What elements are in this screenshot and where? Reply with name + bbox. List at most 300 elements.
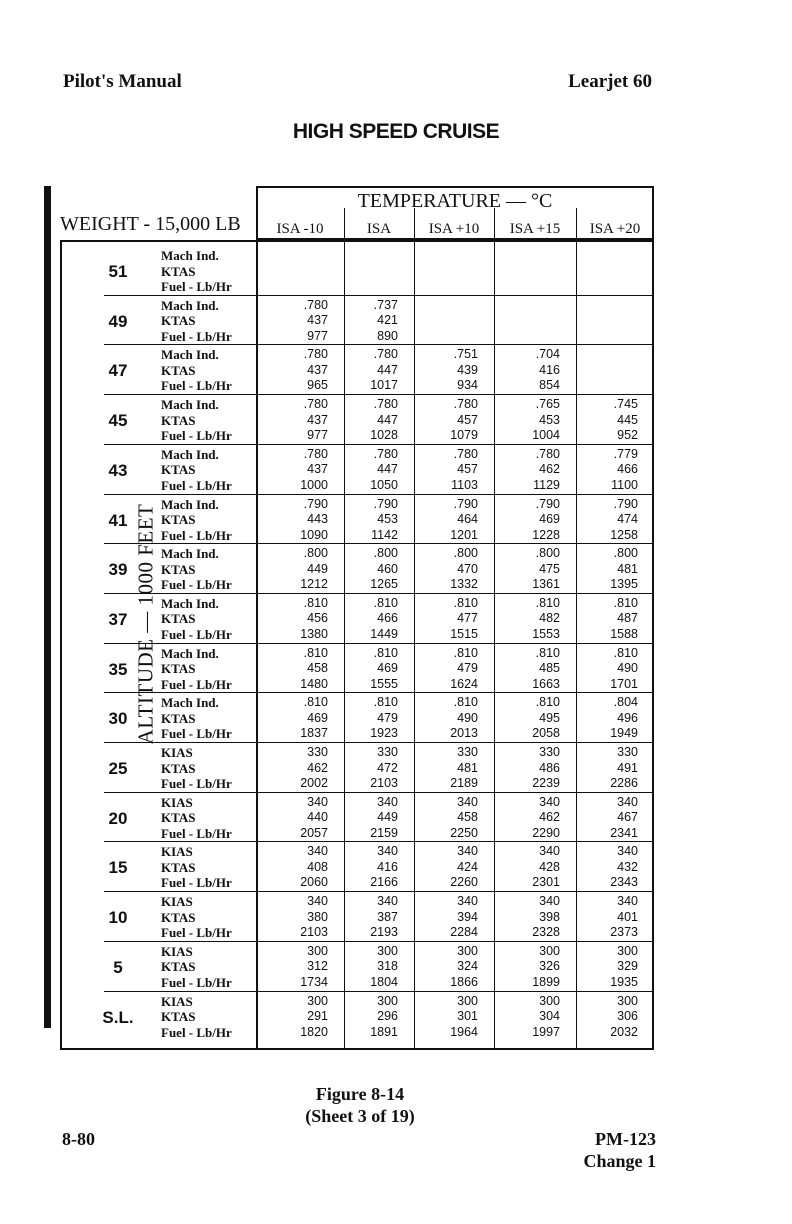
table-cell: .780 — [303, 297, 328, 312]
table-cell: .810 — [303, 645, 328, 660]
table-cell: .790 — [535, 496, 560, 511]
table-cell: 2286 — [610, 776, 638, 790]
table-cell: 449 — [307, 561, 328, 576]
table-cell: 2343 — [610, 875, 638, 890]
table-cell: 464 — [457, 512, 478, 526]
table-cell: 462 — [307, 760, 328, 775]
table-cell: 296 — [377, 1009, 398, 1023]
header-manual-title: Pilot's Manual — [63, 71, 182, 92]
table-cell: 1129 — [533, 477, 560, 492]
table-cell: .704 — [535, 347, 560, 362]
parameter-label: Fuel - Lb/Hr — [161, 825, 232, 841]
table-cell: 934 — [457, 378, 478, 393]
table-cell: 1663 — [532, 676, 560, 691]
table-cell: 1004 — [532, 428, 560, 443]
table-cell: .745 — [613, 397, 638, 412]
table-cell: 2103 — [370, 776, 398, 790]
table-cell: 1361 — [532, 577, 560, 592]
table-cell: 460 — [377, 561, 398, 576]
parameter-label: Mach Ind. — [161, 446, 219, 462]
table-cell: 380 — [307, 909, 328, 924]
parameter-label: Fuel - Lb/Hr — [161, 974, 232, 990]
parameter-label: Mach Ind. — [161, 546, 219, 562]
altitude-value: 45 — [108, 411, 128, 431]
table-cell: 469 — [539, 512, 560, 526]
table-cell: 1837 — [300, 726, 328, 741]
table-cell: 1258 — [610, 527, 638, 542]
table-cell: 1964 — [450, 1024, 478, 1039]
table-cell: 1588 — [610, 626, 638, 641]
table-cell: 467 — [617, 810, 638, 825]
table-cell: 486 — [539, 760, 560, 775]
table-cell: 490 — [457, 710, 478, 725]
table-cell: 469 — [377, 661, 398, 676]
column-header: ISA +10 — [428, 221, 480, 237]
table-cell: 470 — [457, 561, 478, 576]
table-cell: 477 — [457, 611, 478, 626]
weight-label: WEIGHT - 15,000 LB — [60, 213, 241, 235]
table-cell: 965 — [307, 378, 328, 393]
row-divider — [104, 941, 654, 942]
table-cell: 977 — [307, 328, 328, 343]
table-cell: .810 — [613, 595, 638, 610]
parameter-label: Mach Ind. — [161, 695, 219, 711]
table-cell: .810 — [303, 695, 328, 710]
parameter-label: Fuel - Lb/Hr — [161, 726, 232, 742]
table-cell: .810 — [373, 695, 398, 710]
table-cell: .780 — [453, 446, 478, 461]
table-cell: 439 — [457, 362, 478, 377]
row-divider — [104, 494, 654, 495]
parameter-label: Fuel - Lb/Hr — [161, 577, 232, 593]
table-cell: 1265 — [370, 577, 398, 592]
row-divider — [104, 643, 654, 644]
table-cell: 469 — [307, 710, 328, 725]
table-cell: 301 — [457, 1009, 478, 1023]
table-cell: 428 — [539, 859, 560, 874]
table-cell: 300 — [377, 993, 398, 1008]
altitude-value: 25 — [108, 759, 128, 778]
parameter-label: Mach Ind. — [161, 645, 219, 661]
table-cell: 482 — [539, 611, 560, 626]
table-cell: 479 — [377, 710, 398, 725]
table-cell: 340 — [617, 844, 638, 859]
table-cell: 449 — [377, 810, 398, 825]
table-cell: 1380 — [300, 626, 328, 641]
altitude-value: 51 — [108, 262, 128, 281]
page-title: HIGH SPEED CRUISE — [292, 120, 500, 143]
table-cell: 1555 — [370, 676, 398, 691]
column-divider — [414, 208, 415, 1050]
table-cell: .800 — [373, 546, 398, 561]
table-cell: 1866 — [450, 974, 478, 989]
temperature-title: TEMPERATURE — °C — [357, 190, 553, 212]
table-cell: .810 — [535, 595, 560, 610]
row-divider — [104, 792, 654, 793]
figure-sheet: (Sheet 3 of 19) — [305, 1106, 415, 1126]
table-cell: 416 — [377, 859, 398, 874]
table-cell: 424 — [457, 859, 478, 874]
table-cell: 2013 — [450, 726, 478, 741]
table-cell: .810 — [453, 595, 478, 610]
parameter-label: Fuel - Lb/Hr — [161, 776, 232, 791]
table-cell: 340 — [617, 894, 638, 909]
table-cell: 326 — [539, 959, 560, 974]
table-cell: 394 — [457, 909, 478, 924]
table-cell: 890 — [377, 328, 398, 343]
row-divider — [104, 394, 654, 395]
table-cell: 462 — [539, 810, 560, 825]
table-cell: 437 — [307, 362, 328, 377]
column-divider — [344, 208, 345, 1050]
parameter-label: KTAS — [161, 512, 196, 527]
table-cell: 340 — [307, 844, 328, 859]
table-cell: 474 — [617, 512, 638, 526]
table-cell: 2284 — [450, 925, 478, 940]
table-cell: 318 — [377, 959, 398, 974]
table-cell: 440 — [307, 810, 328, 825]
table-cell: 300 — [539, 993, 560, 1008]
table-cell: .800 — [613, 546, 638, 561]
parameter-label: Fuel - Lb/Hr — [161, 428, 232, 444]
altitude-axis-label: ALTITUDE — 1000 FEET — [133, 503, 158, 745]
table-cell: 1923 — [370, 726, 398, 741]
parameter-label: KTAS — [161, 1009, 196, 1024]
table-cell: 1100 — [611, 477, 638, 492]
table-cell: 340 — [539, 794, 560, 809]
table-cell: 330 — [307, 745, 328, 759]
table-cell: 1079 — [450, 428, 478, 443]
table-cell: 458 — [307, 661, 328, 676]
parameter-label: KTAS — [161, 263, 196, 279]
parameter-label: Mach Ind. — [161, 595, 219, 611]
parameter-label: KIAS — [161, 794, 193, 810]
parameter-label: Mach Ind. — [161, 496, 219, 512]
table-cell: 2060 — [300, 875, 328, 890]
table-cell: 1449 — [370, 626, 398, 641]
table-cell: 1624 — [450, 676, 478, 691]
table-cell: 481 — [457, 760, 478, 775]
table-cell: 398 — [539, 909, 560, 924]
table-cell: 300 — [617, 993, 638, 1008]
altitude-value: 43 — [108, 460, 128, 480]
table-cell: 1395 — [610, 577, 638, 592]
altitude-value: 20 — [108, 808, 128, 828]
table-cell: 340 — [457, 894, 478, 909]
table-cell: 453 — [539, 412, 560, 427]
parameter-label: Fuel - Lb/Hr — [161, 925, 232, 941]
altitude-value: 30 — [108, 709, 128, 729]
table-cell: 1891 — [370, 1024, 398, 1039]
table-cell: 416 — [539, 362, 560, 377]
parameter-label: Fuel - Lb/Hr — [161, 676, 232, 692]
table-cell: 447 — [377, 362, 398, 377]
table-cell: 437 — [307, 412, 328, 427]
table-cell: .779 — [613, 446, 638, 461]
table-cell: 312 — [307, 959, 328, 974]
altitude-value: 37 — [108, 609, 128, 629]
table-cell: 1090 — [300, 527, 328, 542]
table-cell: .810 — [373, 645, 398, 660]
table-cell: 1201 — [450, 527, 478, 542]
table-cell: 1701 — [610, 676, 638, 691]
column-header: ISA +15 — [509, 221, 561, 237]
parameter-label: Fuel - Lb/Hr — [161, 279, 232, 294]
row-divider — [104, 543, 654, 544]
parameter-label: Fuel - Lb/Hr — [161, 527, 232, 543]
table-cell: 952 — [617, 428, 638, 443]
table-cell: .810 — [303, 595, 328, 610]
table-cell: 1332 — [450, 577, 478, 592]
document-number: PM-123 — [595, 1129, 656, 1149]
parameter-label: Mach Ind. — [161, 248, 219, 263]
table-cell: 330 — [617, 745, 638, 759]
table-cell: 475 — [539, 561, 560, 576]
altitude-value: 35 — [108, 659, 128, 679]
parameter-label: KTAS — [161, 710, 196, 726]
table-cell: 456 — [307, 611, 328, 626]
table-cell: 340 — [377, 794, 398, 809]
table-cell: 457 — [457, 462, 478, 477]
parameter-label: KTAS — [161, 362, 196, 378]
table-cell: 2290 — [532, 825, 560, 840]
column-header: ISA — [366, 221, 392, 237]
table-cell: .751 — [453, 347, 478, 362]
parameter-label: KIAS — [161, 844, 193, 860]
table-cell: 387 — [377, 909, 398, 924]
table-cell: 340 — [377, 894, 398, 909]
parameter-label: Mach Ind. — [161, 397, 219, 413]
altitude-value: 39 — [108, 560, 128, 580]
table-cell: .810 — [453, 645, 478, 660]
table-cell: 340 — [539, 894, 560, 909]
table-cell: 1899 — [532, 974, 560, 989]
table-cell: 2301 — [532, 875, 560, 890]
table-cell: 1028 — [370, 428, 398, 443]
table-cell: 340 — [377, 844, 398, 859]
table-cell: 437 — [307, 462, 328, 477]
table-cell: 300 — [457, 943, 478, 958]
table-cell: .780 — [303, 397, 328, 412]
table-cell: 2103 — [300, 925, 328, 940]
table-cell: 291 — [307, 1009, 328, 1023]
table-cell: 340 — [457, 794, 478, 809]
row-divider — [104, 444, 654, 445]
figure-caption: Figure 8-14 — [315, 1084, 405, 1104]
table-cell: 324 — [457, 959, 478, 974]
table-cell: 329 — [617, 959, 638, 974]
table-cell: 481 — [617, 561, 638, 576]
parameter-label: Fuel - Lb/Hr — [161, 378, 232, 394]
altitude-value: 41 — [108, 510, 128, 530]
table-cell: .780 — [303, 446, 328, 461]
table-cell: 485 — [539, 661, 560, 676]
parameter-label: KTAS — [161, 561, 196, 577]
parameter-label: KTAS — [161, 412, 196, 428]
column-divider — [256, 240, 258, 1050]
table-cell: 1997 — [532, 1024, 560, 1039]
table-cell: 458 — [457, 810, 478, 825]
parameter-label: Fuel - Lb/Hr — [161, 626, 232, 642]
parameter-label: KIAS — [161, 993, 193, 1009]
table-cell: .810 — [613, 645, 638, 660]
parameter-label: KTAS — [161, 909, 196, 925]
table-cell: 445 — [617, 412, 638, 427]
table-cell: 2159 — [370, 825, 398, 840]
table-cell: 1949 — [610, 726, 638, 741]
table-cell: 340 — [617, 794, 638, 809]
column-header: ISA -10 — [276, 221, 324, 237]
table-cell: 1000 — [300, 477, 328, 492]
table-cell: 1820 — [300, 1024, 328, 1039]
parameter-label: KTAS — [161, 661, 196, 677]
table-cell: 466 — [377, 611, 398, 626]
parameter-label: KTAS — [161, 959, 196, 975]
row-divider — [104, 344, 654, 345]
parameter-label: Fuel - Lb/Hr — [161, 875, 232, 891]
parameter-label: KIAS — [161, 745, 193, 760]
parameter-label: Mach Ind. — [161, 297, 219, 313]
table-cell: 300 — [539, 943, 560, 958]
table-cell: 2328 — [532, 925, 560, 940]
parameter-label: KTAS — [161, 611, 196, 627]
change-bar — [44, 186, 51, 1028]
table-cell: .780 — [453, 397, 478, 412]
table-cell: 1515 — [450, 626, 478, 641]
table-cell: 300 — [457, 993, 478, 1008]
table-cell: 2373 — [610, 925, 638, 940]
table-cell: 300 — [377, 943, 398, 958]
table-cell: 1050 — [370, 477, 398, 492]
table-cell: .790 — [303, 496, 328, 511]
table-cell: 490 — [617, 661, 638, 676]
row-divider — [104, 891, 654, 892]
table-cell: 300 — [307, 993, 328, 1008]
table-cell: 2058 — [532, 726, 560, 741]
table-cell: 401 — [617, 909, 638, 924]
parameter-label: KTAS — [161, 810, 196, 826]
parameter-label: Fuel - Lb/Hr — [161, 1024, 232, 1040]
table-cell: 487 — [617, 611, 638, 626]
table-cell: 2341 — [610, 825, 638, 840]
parameter-label: KTAS — [161, 462, 196, 478]
table-cell: .800 — [453, 546, 478, 561]
table-cell: 330 — [377, 745, 398, 759]
table-cell: 2250 — [450, 825, 478, 840]
table-cell: .780 — [535, 446, 560, 461]
table-cell: .800 — [303, 546, 328, 561]
table-cell: .810 — [535, 695, 560, 710]
table-cell: 1228 — [532, 527, 560, 542]
table-cell: 1480 — [300, 676, 328, 691]
altitude-value: 10 — [108, 908, 128, 928]
table-cell: .780 — [373, 397, 398, 412]
header-aircraft: Learjet 60 — [568, 71, 652, 92]
table-cell: 340 — [307, 794, 328, 809]
table-cell: 447 — [377, 412, 398, 427]
column-header: ISA +20 — [589, 221, 641, 237]
parameter-label: Mach Ind. — [161, 347, 219, 363]
table-cell: 340 — [307, 894, 328, 909]
table-cell: 2166 — [370, 875, 398, 890]
row-divider — [104, 593, 654, 594]
table-cell: 466 — [617, 462, 638, 477]
table-cell: .804 — [613, 695, 638, 710]
table-cell: 306 — [617, 1009, 638, 1023]
table-cell: 479 — [457, 661, 478, 676]
table-cell: 495 — [539, 710, 560, 725]
page-number: 8-80 — [62, 1129, 95, 1149]
table-cell: 472 — [377, 760, 398, 775]
parameter-label: KTAS — [161, 859, 196, 875]
column-divider — [494, 208, 495, 1050]
table-cell: 453 — [377, 512, 398, 526]
table-cell: 340 — [457, 844, 478, 859]
table-cell: .790 — [613, 496, 638, 511]
table-cell: .800 — [535, 546, 560, 561]
table-cell: 443 — [307, 512, 328, 526]
table-cell: 2057 — [300, 825, 328, 840]
table-cell: 1804 — [370, 974, 398, 989]
table-cell: 1734 — [300, 974, 328, 989]
row-divider — [104, 742, 654, 743]
parameter-label: Fuel - Lb/Hr — [161, 477, 232, 493]
table-cell: 977 — [307, 428, 328, 443]
table-cell: 1142 — [371, 527, 398, 542]
table-cell: .780 — [373, 446, 398, 461]
table-cell: 1212 — [300, 577, 328, 592]
table-cell: 457 — [457, 412, 478, 427]
table-cell: .810 — [535, 645, 560, 660]
table-cell: 330 — [539, 745, 560, 759]
altitude-value: 15 — [108, 858, 128, 878]
table-cell: .810 — [453, 695, 478, 710]
table-cell: 491 — [617, 760, 638, 775]
altitude-value: S.L. — [102, 1007, 134, 1027]
parameter-label: KTAS — [161, 760, 196, 776]
table-cell: 340 — [539, 844, 560, 859]
table-cell: 421 — [377, 313, 398, 328]
row-divider — [104, 991, 654, 992]
table-cell: 408 — [307, 859, 328, 874]
table-cell: .790 — [453, 496, 478, 511]
parameter-label: KIAS — [161, 943, 193, 959]
table-cell: 304 — [539, 1009, 560, 1023]
table-cell: .810 — [373, 595, 398, 610]
table-cell: .790 — [373, 496, 398, 511]
parameter-label: KIAS — [161, 894, 193, 910]
table-cell: 1017 — [370, 378, 398, 393]
row-divider — [104, 841, 654, 842]
parameter-label: Fuel - Lb/Hr — [161, 328, 232, 344]
table-cell: 462 — [539, 462, 560, 477]
table-cell: .780 — [373, 347, 398, 362]
table-cell: .737 — [373, 297, 398, 312]
change-number: Change 1 — [583, 1151, 656, 1171]
table-cell: 1935 — [610, 974, 638, 989]
table-cell: 1103 — [451, 477, 478, 492]
table-cell: 2002 — [300, 776, 328, 790]
altitude-value: 5 — [113, 957, 123, 977]
table-cell: 447 — [377, 462, 398, 477]
table-cell: 432 — [617, 859, 638, 874]
parameter-label: KTAS — [161, 313, 196, 329]
table-cell: 2189 — [450, 776, 478, 790]
table-cell: 2260 — [450, 875, 478, 890]
row-divider — [104, 295, 654, 296]
table-cell: .780 — [303, 347, 328, 362]
table-cell: 496 — [617, 710, 638, 725]
